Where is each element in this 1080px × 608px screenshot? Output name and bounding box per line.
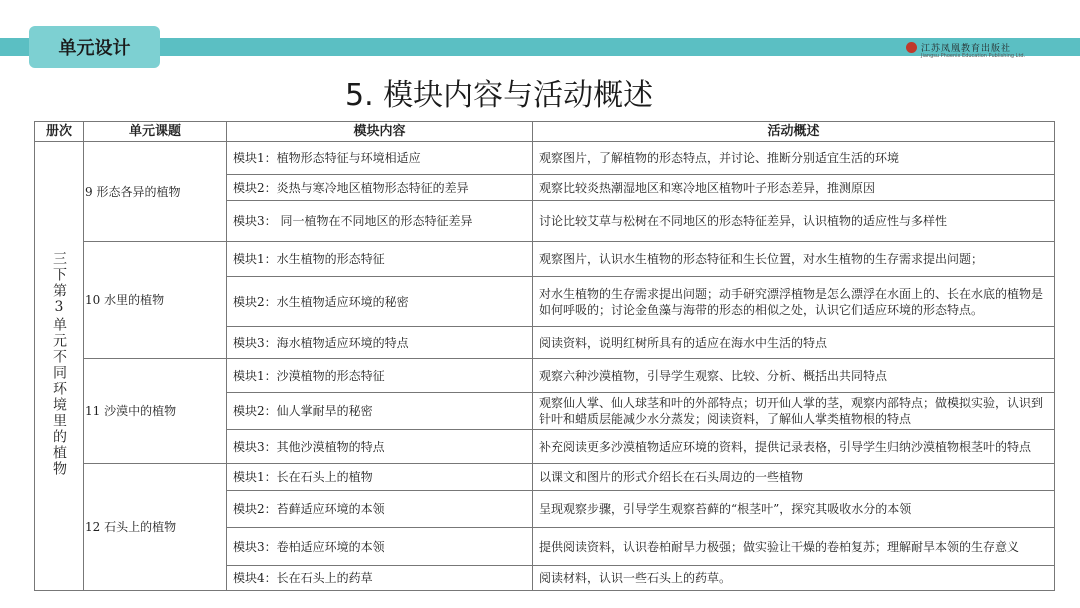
table-row: [35, 142, 1055, 175]
activity-cell: 对水生植物的生存需求提出问题；动手研究漂浮植物是怎么漂浮在水面上的、长在水底的植物是如何呼吸的；讨论金鱼藻与海带的形态的相似之处，认识它们适应环境的形态特点。: [533, 277, 1055, 327]
column-header: 册次: [35, 122, 84, 142]
section-tab[interactable]: 单元设计: [29, 26, 160, 68]
publisher-name: 江苏凤凰教育出版社: [921, 43, 1012, 54]
module-cell: 模块2：仙人掌耐旱的秘密: [227, 393, 533, 430]
module-cell: 模块3：其他沙漠植物的特点: [227, 430, 533, 464]
activity-cell: 呈现观察步骤，引导学生观察苔藓的“根茎叶”，探究其吸收水分的本领: [533, 491, 1055, 528]
module-cell: 模块2：苔藓适应环境的本领: [227, 491, 533, 528]
activity-cell: 阅读材料，认识一些石头上的药草。: [533, 566, 1055, 591]
module-cell: 模块3：卷柏适应环境的本领: [227, 528, 533, 566]
activity-cell: 观察仙人掌、仙人球茎和叶的外部特点；切开仙人掌的茎，观察内部特点；做模拟实验，认识到针叶和蜡质层能减少水分蒸发；阅读资料，了解仙人掌类植物根的特点: [533, 393, 1055, 430]
table-row: [35, 464, 1055, 491]
module-cell: 模块4：长在石头上的药草: [227, 566, 533, 591]
table-header-row: [35, 122, 1055, 142]
module-table: [34, 121, 1055, 591]
module-cell: 模块2：炎热与寒冷地区植物形态特征的差异: [227, 175, 533, 201]
activity-cell: 提供阅读资料，认识卷柏耐旱力极强；做实验让干燥的卷柏复苏；理解耐旱本领的生存意义: [533, 528, 1055, 566]
publisher-subtitle: Jiangsu Phoenix Education Publishing Ltd.: [921, 53, 1026, 59]
module-cell: 模块1：沙漠植物的形态特征: [227, 359, 533, 393]
module-cell: 模块2：水生植物适应环境的秘密: [227, 277, 533, 327]
column-header: 模块内容: [227, 122, 533, 142]
table-row: [35, 359, 1055, 393]
volume-label: 三下第3单元不同环境里的植物: [51, 250, 67, 477]
column-header: 活动概述: [533, 122, 1055, 142]
volume-cell: [35, 142, 84, 591]
unit-title-cell: 10 水里的植物: [84, 242, 227, 359]
activity-cell: 观察图片，认识水生植物的形态特征和生长位置，对水生植物的生存需求提出问题；: [533, 242, 1055, 277]
publisher-emblem-icon: [906, 42, 917, 53]
activity-cell: 观察六种沙漠植物，引导学生观察、比较、分析、概括出共同特点: [533, 359, 1055, 393]
unit-title-cell: 9 形态各异的植物: [84, 142, 227, 242]
activity-cell: 讨论比较艾草与松树在不同地区的形态特征差异，认识植物的适应性与多样性: [533, 201, 1055, 242]
activity-cell: 观察比较炎热潮湿地区和寒冷地区植物叶子形态差异，推测原因: [533, 175, 1055, 201]
module-cell: 模块3： 同一植物在不同地区的形态特征差异: [227, 201, 533, 242]
activity-cell: 观察图片，了解植物的形态特点，并讨论、推断分别适宜生活的环境: [533, 142, 1055, 175]
module-cell: 模块1：长在石头上的植物: [227, 464, 533, 491]
module-cell: 模块1：植物形态特征与环境相适应: [227, 142, 533, 175]
table-row: [35, 242, 1055, 277]
activity-cell: 补充阅读更多沙漠植物适应环境的资料，提供记录表格，引导学生归纳沙漠植物根茎叶的特点: [533, 430, 1055, 464]
module-cell: 模块1：水生植物的形态特征: [227, 242, 533, 277]
page-title: 5. 模块内容与活动概述: [345, 78, 654, 113]
unit-title-cell: 11 沙漠中的植物: [84, 359, 227, 464]
activity-cell: 阅读资料，说明红树所具有的适应在海水中生活的特点: [533, 327, 1055, 359]
unit-title-cell: 12 石头上的植物: [84, 464, 227, 591]
activity-cell: 以课文和图片的形式介绍长在石头周边的一些植物: [533, 464, 1055, 491]
publisher-logo: [906, 40, 1011, 54]
column-header: 单元课题: [84, 122, 227, 142]
module-cell: 模块3：海水植物适应环境的特点: [227, 327, 533, 359]
